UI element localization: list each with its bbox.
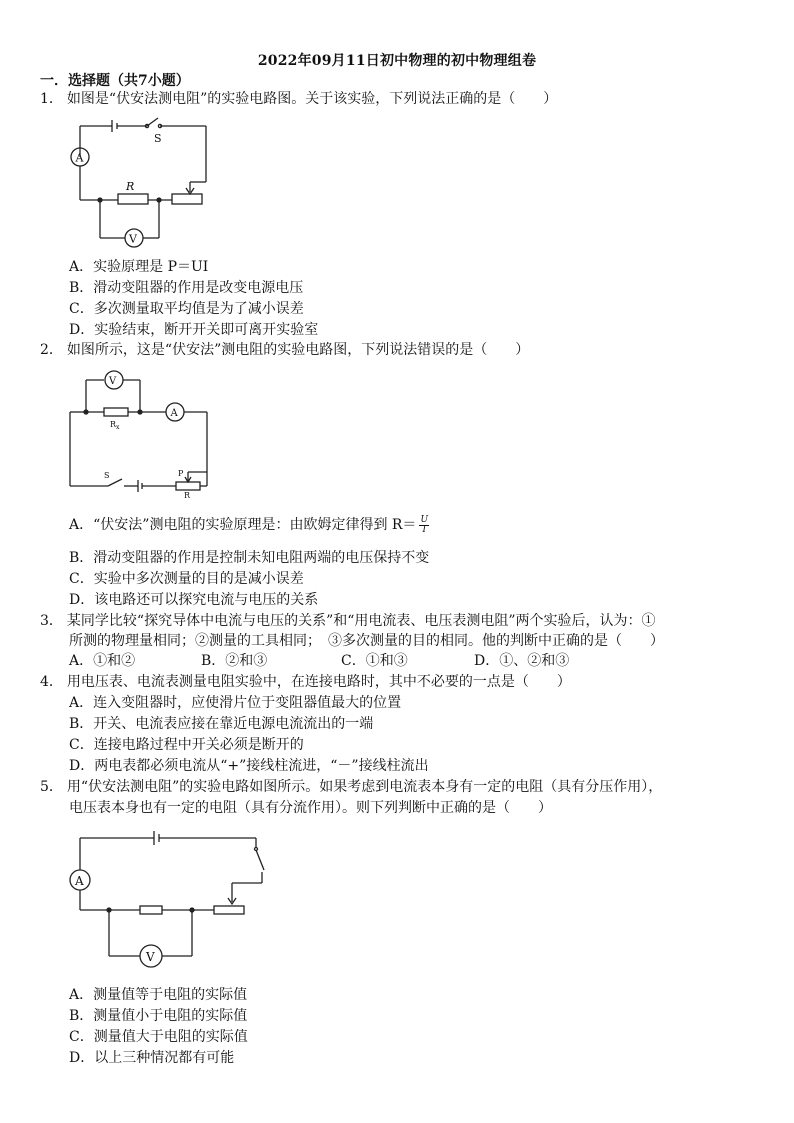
circuit-diagram-5 — [66, 826, 276, 976]
option-label: B． — [69, 716, 94, 732]
q4-option-d[interactable] — [69, 756, 429, 776]
option-label: A． — [69, 517, 94, 533]
option-label: A． — [69, 695, 94, 711]
option-label: D． — [69, 322, 95, 338]
question-number: 1． — [40, 91, 63, 107]
q3-options-row — [69, 651, 569, 671]
option-text: 滑动变阻器的作用是控制未知电阻两端的电压保持不变 — [93, 550, 430, 566]
question-text: 某同学比较“探究导体中电流与电压的关系”和“用电流表、电压表测电阻”两个实验后，认为：① — [66, 613, 656, 629]
option-text: 测量值等于电阻的实际值 — [93, 987, 248, 1003]
option-label: B． — [69, 280, 94, 296]
q5-option-d[interactable] — [69, 1048, 234, 1068]
ammeter-label: A — [75, 151, 84, 165]
option-label: C． — [69, 301, 94, 317]
page-title: 2022年09月11日初中物理的初中物理组卷 — [257, 53, 537, 69]
option-text: 滑动变阻器的作用是改变电源电压 — [93, 280, 304, 296]
q3-option-b[interactable]: B．②和③ — [201, 653, 268, 669]
option-text: 两电表都必须电流从“+”接线柱流进，“－”接线柱流出 — [94, 758, 429, 774]
question-number: 4． — [40, 674, 63, 690]
option-text: 测量值大于电阻的实际值 — [93, 1029, 248, 1045]
question-1-stem — [40, 89, 557, 109]
option-text: 测量值小于电阻的实际值 — [93, 1008, 248, 1024]
question-5-stem — [40, 777, 662, 797]
option-label: C． — [69, 571, 94, 587]
q4-option-c[interactable] — [69, 735, 304, 755]
ammeter-label: A — [75, 874, 84, 888]
option-text: 以上三种情况都有可能 — [94, 1050, 235, 1066]
option-label: A． — [69, 987, 94, 1003]
question-3-stem-continued: 所测的物理量相同；②测量的工具相同； ③多次测量的目的相同。他的判断中正确的是（ ） — [69, 633, 664, 649]
q4-option-b[interactable] — [69, 714, 373, 734]
switch-label: S — [104, 471, 110, 480]
q5-option-b[interactable] — [69, 1006, 247, 1026]
ammeter-label: A — [170, 408, 178, 419]
option-label: D． — [69, 592, 95, 608]
option-text: 连入变阻器时，应使滑片位于变阻器值最大的位置 — [93, 695, 402, 711]
q1-option-b[interactable] — [69, 278, 303, 298]
option-text: 实验结束，断开开关即可离开实验室 — [94, 322, 319, 338]
q1-option-d[interactable] — [69, 320, 318, 340]
option-text: 开关、电流表应接在靠近电源电流流出的一端 — [93, 716, 374, 732]
q2-option-b[interactable] — [69, 548, 429, 568]
option-label: D． — [69, 758, 95, 774]
question-text: 用“伏安法测电阻”的实验电路如图所示。如果考虑到电流表本身有一定的电阻（具有分压作用）， — [66, 779, 663, 795]
question-text: 如图所示，这是“伏安法”测电阻的实验电路图，下列说法错误的是（ ） — [66, 342, 530, 358]
option-text: 实验原理是 P＝UI — [93, 259, 209, 275]
q2-option-a[interactable] — [69, 515, 429, 535]
option-text: 该电路还可以探究电流与电压的关系 — [94, 592, 319, 608]
q2-option-d[interactable] — [69, 590, 318, 610]
q5-option-a[interactable] — [69, 985, 247, 1005]
voltmeter-label: V — [109, 376, 117, 387]
fraction-u-over-i: $\frac{U}{I}$ — [420, 514, 429, 535]
option-text: 连接电路过程中开关必须是断开的 — [93, 737, 304, 753]
rheostat-label: R — [184, 491, 191, 500]
rx-label: $R_x$ — [110, 420, 120, 431]
option-label: C． — [69, 1029, 94, 1045]
question-number: 2． — [40, 342, 63, 358]
switch-label: S — [154, 132, 162, 145]
option-label: B． — [69, 550, 94, 566]
option-label: A． — [69, 259, 94, 275]
q2-option-c[interactable] — [69, 569, 304, 589]
voltmeter-label: V — [129, 232, 137, 246]
option-label: D． — [69, 1050, 95, 1066]
q3-option-a[interactable]: A．①和② — [69, 653, 136, 669]
option-text: 多次测量取平均值是为了减小误差 — [93, 301, 304, 317]
q3-option-c[interactable]: C．①和③ — [341, 653, 408, 669]
option-label: C． — [69, 737, 94, 753]
question-number: 5． — [40, 779, 63, 795]
circuit-diagram-2 — [66, 368, 216, 498]
question-2-stem — [40, 340, 529, 360]
question-5-stem-continued: 电压表本身也有一定的电阻（具有分流作用）。则下列判断中正确的是（ ） — [69, 800, 552, 816]
question-4-stem — [40, 672, 571, 692]
question-text: 用电压表、电流表测量电阻实验中，在连接电路时，其中不必要的一点是（ ） — [66, 674, 571, 690]
q4-option-a[interactable] — [69, 693, 401, 713]
option-text: “伏安法”测电阻的实验原理是：由欧姆定律得到 R＝ — [93, 517, 417, 533]
circuit-diagram-1 — [62, 112, 222, 252]
option-label: B． — [69, 1008, 94, 1024]
question-3-stem — [40, 611, 656, 631]
q1-option-c[interactable] — [69, 299, 304, 319]
q1-option-a[interactable] — [69, 257, 208, 277]
voltmeter-label: V — [146, 950, 155, 964]
option-text: 实验中多次测量的目的是减小误差 — [93, 571, 304, 587]
question-text: 如图是“伏安法测电阻”的实验电路图。关于该实验，下列说法正确的是（ ） — [66, 91, 558, 107]
question-number: 3． — [40, 613, 63, 629]
resistor-label: R — [126, 180, 135, 193]
q5-option-c[interactable] — [69, 1027, 248, 1047]
section-heading: 一．选择题（共7小题） — [40, 73, 190, 89]
slider-label: P — [178, 469, 184, 478]
q3-option-d[interactable]: D．①、②和③ — [474, 653, 570, 669]
